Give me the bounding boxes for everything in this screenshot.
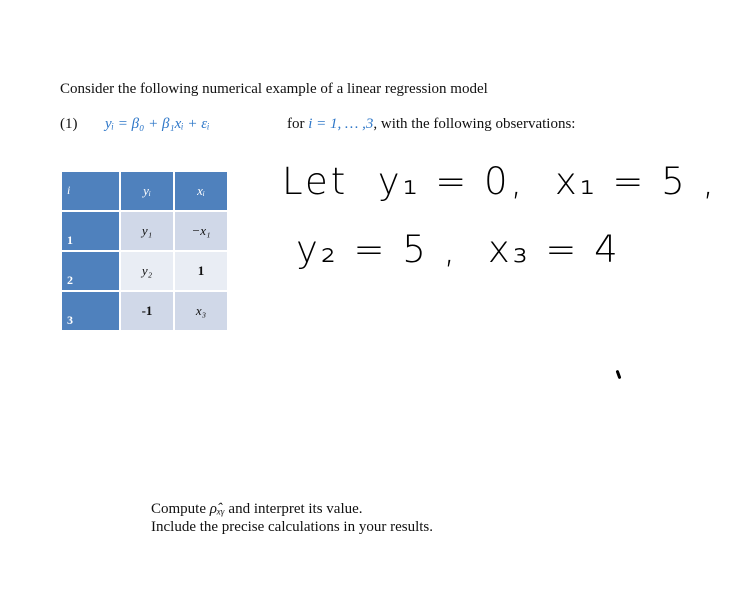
equation-rest: , with the following observations: <box>373 116 576 132</box>
cell-y: y₁ <box>121 212 173 250</box>
task-line-1 <box>151 500 433 518</box>
task-instructions <box>151 500 433 536</box>
equation-range: i = 1, … ,3 <box>308 116 374 132</box>
regression-equation <box>60 116 700 138</box>
pen-mark <box>616 370 622 379</box>
equation-suffix <box>287 116 575 133</box>
handwritten-note-line-1: Let y₁ = 0, x₁ = 5 , <box>282 160 718 203</box>
intro-text: Consider the following numerical example of a linear regression model <box>60 81 488 97</box>
equation-formula: yᵢ = β₀ + β₁xᵢ + εᵢ <box>105 116 210 132</box>
observations-table <box>60 170 229 332</box>
table-row <box>62 212 227 250</box>
cell-x: x₃ <box>175 292 227 330</box>
task-line-2: Include the precise calculations in your results. <box>151 519 433 535</box>
header-x: xᵢ <box>175 172 227 210</box>
cell-x: 1 <box>175 252 227 290</box>
task-line-1-prefix: Compute <box>151 501 210 517</box>
handwritten-note-line-2: y₂ = 5 , x₃ = 4 <box>296 228 621 271</box>
row-index: 3 <box>62 292 119 330</box>
row-index: 1 <box>62 212 119 250</box>
rho-symbol: ρ̂ₓᵧ <box>209 501 225 517</box>
task-line-1-suffix: and interpret its value. <box>224 501 363 517</box>
table-row <box>62 252 227 290</box>
cell-y: -1 <box>121 292 173 330</box>
equation-number: (1) <box>60 116 78 132</box>
table-row <box>62 292 227 330</box>
header-y: yᵢ <box>121 172 173 210</box>
cell-y: y₂ <box>121 252 173 290</box>
header-i: i <box>62 172 119 210</box>
equation-for: for <box>287 116 309 132</box>
table-header-row <box>62 172 227 210</box>
row-index: 2 <box>62 252 119 290</box>
cell-x: −x₁ <box>175 212 227 250</box>
